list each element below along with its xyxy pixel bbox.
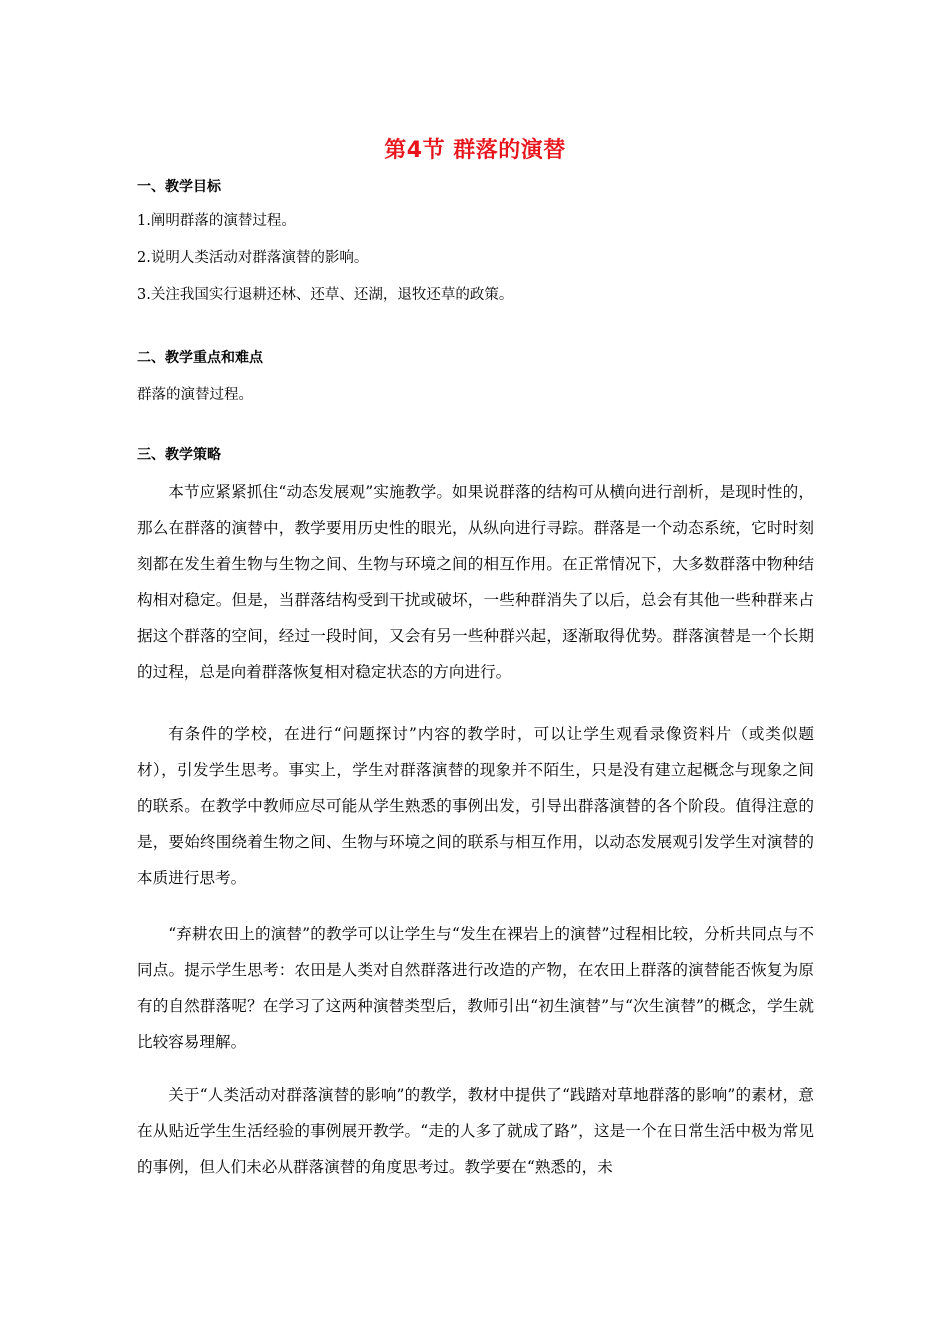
section-heading-objectives: 一、教学目标	[137, 179, 221, 195]
objective-item: 2.说明人类活动对群落演替的影响。	[137, 250, 369, 266]
section-heading-strategy: 三、教学策略	[137, 447, 221, 463]
section-heading-key-points: 二、教学重点和难点	[137, 350, 263, 366]
page-title: 第4节 群落的演替	[384, 138, 566, 163]
strategy-paragraph: “弃耕农田上的演替”的教学可以让学生与“发生在裸岩上的演替”过程相比较，分析共同点与不同点。提示学生思考：农田是人类对自然群落进行改造的产物，在农田上群落的演替能否恢复为原有的自然群落呢？在学习了这两种演替类型后，教师引出“初生演替”与“次生演替”的概念，学生就比较容易理解。	[137, 925, 814, 1051]
key-points-text: 群落的演替过程。	[137, 387, 253, 403]
strategy-paragraph: 有条件的学校，在进行“问题探讨”内容的教学时，可以让学生观看录像资料片（或类似题材），引发学生思考。事实上，学生对群落演替的现象并不陌生，只是没有建立起概念与现象之间的联系。在教学中教师应尽可能从学生熟悉的事例出发，引导出群落演替的各个阶段。值得注意的是，要始终围绕着生物之间、生物与环境之间的联系与相互作用，以动态发展观引发学生对演替的本质进行思考。	[137, 725, 814, 887]
objective-item: 1.阐明群落的演替过程。	[137, 213, 296, 229]
objective-item: 3.关注我国实行退耕还林、还草、还湖，退牧还草的政策。	[137, 287, 514, 303]
strategy-paragraph: 关于“人类活动对群落演替的影响”的教学，教材中提供了“践踏对草地群落的影响”的素材，意在从贴近学生生活经验的事例展开教学。“走的人多了就成了路”，这是一个在日常生活中极为常见的事例，但人们未必从群落演替的角度思考过。教学要在“熟悉的，未	[137, 1086, 814, 1176]
strategy-paragraph: 本节应紧紧抓住“动态发展观”实施教学。如果说群落的结构可从横向进行剖析，是现时性的，那么在群落的演替中，教学要用历史性的眼光，从纵向进行寻踪。群落是一个动态系统，它时时刻刻都在发生着生物与生物之间、生物与环境之间的相互作用。在正常情况下，大多数群落中物种结构相对稳定。但是，当群落结构受到干扰或破坏，一些种群消失了以后，总会有其他一些种群来占据这个群落的空间，经过一段时间，又会有另一些种群兴起，逐渐取得优势。群落演替是一个长期的过程，总是向着群落恢复相对稳定状态的方向进行。	[137, 483, 814, 681]
